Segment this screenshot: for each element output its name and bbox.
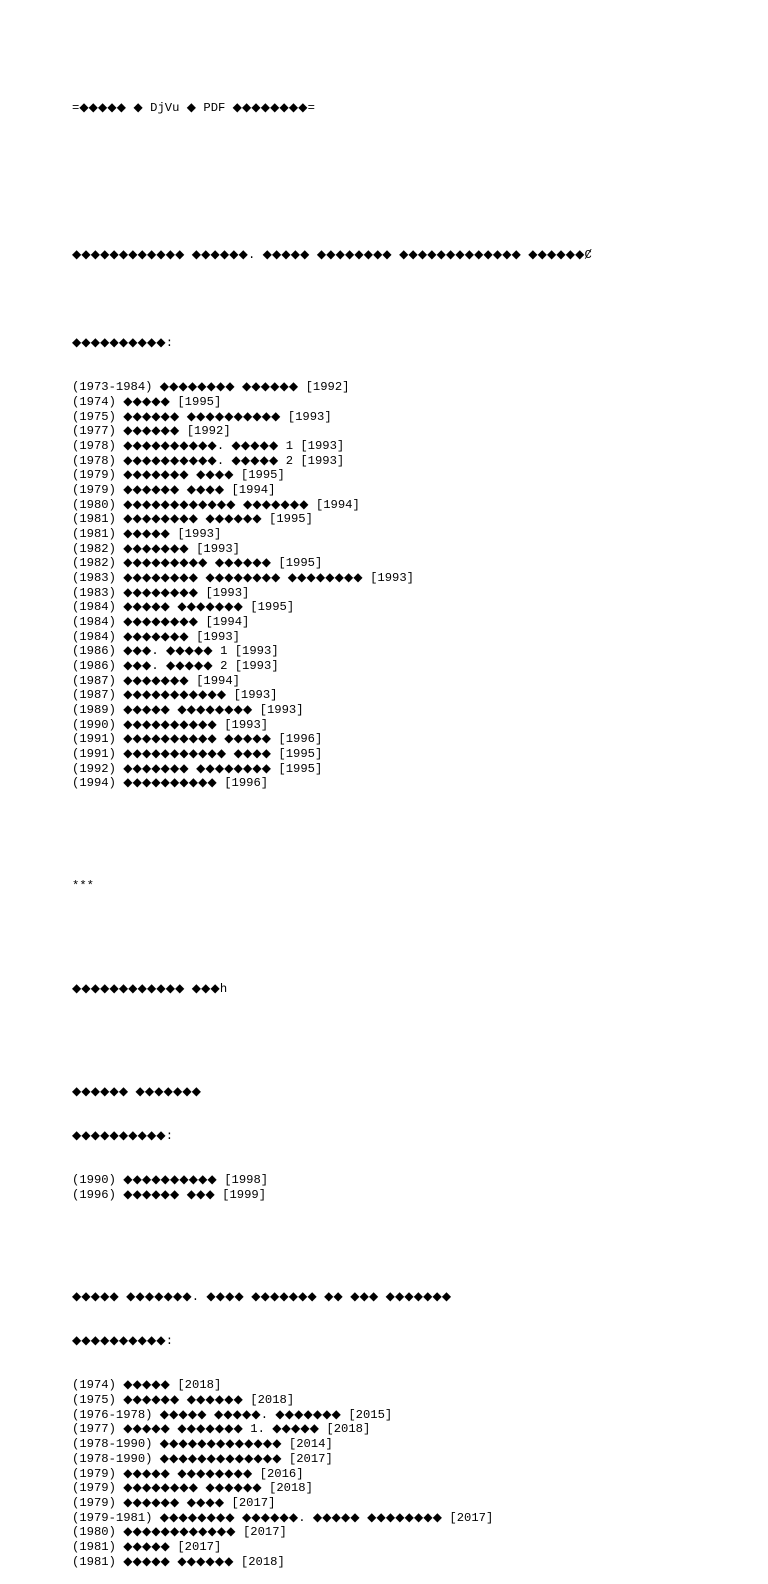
section-title: ◆◆◆◆◆◆◆◆◆◆◆◆ ◆◆◆◆◆◆. ◆◆◆◆◆ ◆◆◆◆◆◆◆◆ ◆◆◆◆◆◆◆◆◆◆◆◆◆ ◆◆◆◆◆◆Ȼ [72, 248, 592, 263]
list-item: (1977) ◆◆◆◆◆◆ [1992] [72, 424, 231, 439]
list-heading: ◆◆◆◆◆◆◆◆◆◆: [72, 1334, 174, 1349]
list-item: (1979) ◆◆◆◆◆◆ ◆◆◆◆ [2017] [72, 1495, 276, 1510]
spacer [72, 189, 752, 204]
spacer [72, 292, 752, 307]
list-item: (1979) ◆◆◆◆◆◆◆◆ ◆◆◆◆◆◆ [2018] [72, 1481, 313, 1496]
list-item: (1974) ◆◆◆◆◆ [1995] [72, 395, 222, 410]
spacer [72, 1026, 752, 1041]
list-item: (1983) ◆◆◆◆◆◆◆◆ [1993] [72, 585, 250, 600]
list-item: (1991) ◆◆◆◆◆◆◆◆◆◆◆ ◆◆◆◆ [1995] [72, 747, 323, 762]
list-item: (1980) ◆◆◆◆◆◆◆◆◆◆◆◆ [2017] [72, 1525, 287, 1540]
list-item: (1989) ◆◆◆◆◆ ◆◆◆◆◆◆◆◆ [1993] [72, 703, 304, 718]
list-item: (1986) ◆◆◆. ◆◆◆◆◆ 2 [1993] [72, 659, 279, 674]
list-item: (1984) ◆◆◆◆◆◆◆ [1993] [72, 629, 241, 644]
list-item: (1979) ◆◆◆◆◆◆◆ ◆◆◆◆ [1995] [72, 468, 285, 483]
list-item: (1984) ◆◆◆◆◆◆◆◆ [1994] [72, 615, 250, 630]
list-item: (1983) ◆◆◆◆◆◆◆◆ ◆◆◆◆◆◆◆◆ ◆◆◆◆◆◆◆◆ [1993] [72, 571, 414, 586]
spacer [72, 821, 752, 836]
list-item: (1987) ◆◆◆◆◆◆◆ [1994] [72, 673, 241, 688]
document-page [72, 72, 752, 1584]
list-item: (1991) ◆◆◆◆◆◆◆◆◆◆ ◆◆◆◆◆ [1996] [72, 732, 323, 747]
spacer [72, 145, 752, 160]
list-item: (1978-1990) ◆◆◆◆◆◆◆◆◆◆◆◆◆ [2014] [72, 1437, 333, 1452]
list-item: (1990) ◆◆◆◆◆◆◆◆◆◆ [1993] [72, 717, 269, 732]
list-item: (1974) ◆◆◆◆◆ [2018] [72, 1378, 222, 1393]
list-item: (1979-1981) ◆◆◆◆◆◆◆◆ ◆◆◆◆◆◆. ◆◆◆◆◆ ◆◆◆◆◆◆◆◆ [2017] [72, 1510, 494, 1525]
spacer [72, 923, 752, 938]
list-item: (1994) ◆◆◆◆◆◆◆◆◆◆ [1996] [72, 776, 269, 791]
list-item: (1982) ◆◆◆◆◆◆◆◆◆ ◆◆◆◆◆◆ [1995] [72, 556, 323, 571]
list-item: (1979) ◆◆◆◆◆ ◆◆◆◆◆◆◆◆ [2016] [72, 1466, 304, 1481]
section1-list [72, 380, 752, 791]
subsection-title: ◆◆◆◆◆◆ ◆◆◆◆◆◆◆ [72, 1084, 202, 1099]
list-item: (1973-1984) ◆◆◆◆◆◆◆◆ ◆◆◆◆◆◆ [1992] [72, 380, 350, 395]
list-item: (1978-1990) ◆◆◆◆◆◆◆◆◆◆◆◆◆ [2017] [72, 1451, 333, 1466]
spacer [72, 1232, 752, 1247]
list-item: (1981) ◆◆◆◆◆ ◆◆◆◆◆◆ [2018] [72, 1554, 285, 1569]
document-header: =◆◆◆◆◆ ◆ DjVu ◆ PDF ◆◆◆◆◆◆◆◆= [72, 101, 315, 116]
list-item: (1984) ◆◆◆◆◆ ◆◆◆◆◆◆◆ [1995] [72, 600, 295, 615]
list-item: (1982) ◆◆◆◆◆◆◆ [1993] [72, 541, 241, 556]
list-item: (1975) ◆◆◆◆◆◆ ◆◆◆◆◆◆ [2018] [72, 1393, 295, 1408]
list-item: (1981) ◆◆◆◆◆◆◆◆ ◆◆◆◆◆◆ [1995] [72, 512, 313, 527]
list-item: (1979) ◆◆◆◆◆◆ ◆◆◆◆ [1994] [72, 483, 276, 498]
subsection-title: ◆◆◆◆◆ ◆◆◆◆◆◆◆. ◆◆◆◆ ◆◆◆◆◆◆◆ ◆◆ ◆◆◆ ◆◆◆◆◆◆◆ [72, 1290, 452, 1305]
list-item: (1978) ◆◆◆◆◆◆◆◆◆◆. ◆◆◆◆◆ 1 [1993] [72, 439, 345, 454]
list-item: (1977) ◆◆◆◆◆ ◆◆◆◆◆◆◆ 1. ◆◆◆◆◆ [2018] [72, 1422, 371, 1437]
list-heading: ◆◆◆◆◆◆◆◆◆◆: [72, 336, 174, 351]
list-item: (1990) ◆◆◆◆◆◆◆◆◆◆ [1998] [72, 1172, 269, 1187]
section-title: ◆◆◆◆◆◆◆◆◆◆◆◆ ◆◆◆h [72, 982, 228, 997]
list-item: (1975) ◆◆◆◆◆◆ ◆◆◆◆◆◆◆◆◆◆ [1993] [72, 409, 332, 424]
list-item: (1992) ◆◆◆◆◆◆◆ ◆◆◆◆◆◆◆◆ [1995] [72, 761, 323, 776]
list-item: (1986) ◆◆◆. ◆◆◆◆◆ 1 [1993] [72, 644, 279, 659]
list-item: (1980) ◆◆◆◆◆◆◆◆◆◆◆◆ ◆◆◆◆◆◆◆ [1994] [72, 497, 360, 512]
list-item: (1978) ◆◆◆◆◆◆◆◆◆◆. ◆◆◆◆◆ 2 [1993] [72, 453, 345, 468]
list-item: (1981) ◆◆◆◆◆ [1993] [72, 527, 222, 542]
list-heading: ◆◆◆◆◆◆◆◆◆◆: [72, 1128, 174, 1143]
list-item: (1976-1978) ◆◆◆◆◆ ◆◆◆◆◆. ◆◆◆◆◆◆◆ [2015] [72, 1407, 393, 1422]
list-item: (1996) ◆◆◆◆◆◆ ◆◆◆ [1999] [72, 1187, 267, 1202]
sub1-list [72, 1173, 752, 1202]
separator: *** [72, 879, 94, 894]
list-item: (1981) ◆◆◆◆◆ [2017] [72, 1539, 222, 1554]
list-item: (1987) ◆◆◆◆◆◆◆◆◆◆◆ [1993] [72, 688, 278, 703]
sub2-list [72, 1378, 752, 1569]
